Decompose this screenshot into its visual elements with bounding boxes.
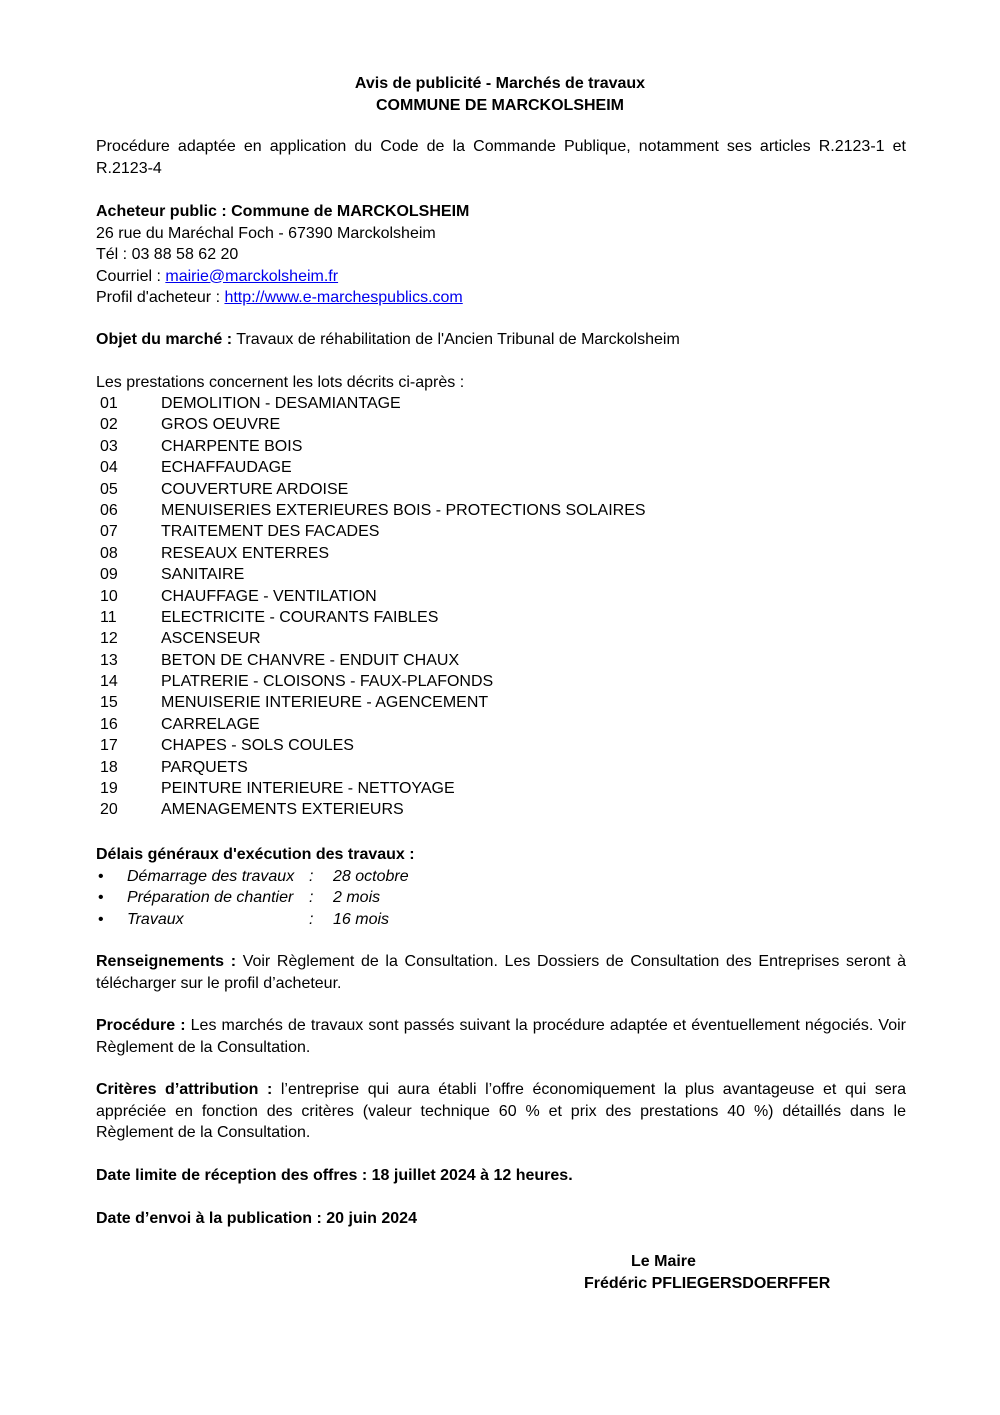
lot-name: SANITAIRE bbox=[161, 566, 245, 584]
lot-name: PEINTURE INTERIEURE - NETTOYAGE bbox=[161, 780, 455, 798]
lot-number: 05 bbox=[100, 480, 118, 498]
delai-value: 28 octobre bbox=[333, 867, 409, 885]
intro-paragraph: Procédure adaptée en application du Code de la Commande Publique, notamment ses articles R.2123-1 et R.2123-4 bbox=[96, 138, 906, 177]
lot-row bbox=[96, 692, 906, 713]
delai-separator: : bbox=[309, 889, 314, 906]
lot-name: MENUISERIE INTERIEURE - AGENCEMENT bbox=[161, 694, 489, 712]
criteres-text: l’entreprise qui aura établi l’offre économiquement la plus avantageuse et qui sera appréciée en fonction des critères (valeur technique 60 % et prix des prestations 40 %) détaillés dans le Règlement de la Consultation. bbox=[96, 1081, 907, 1141]
lot-row bbox=[96, 500, 906, 521]
procedure-label: Procédure : bbox=[96, 1017, 186, 1034]
lot-name: PLATRERIE - CLOISONS - FAUX-PLAFONDS bbox=[161, 673, 494, 691]
lot-row bbox=[96, 521, 906, 542]
date-envoi: Date d’envoi à la publication : 20 juin 2024 bbox=[96, 1210, 417, 1227]
lot-name: BETON DE CHANVRE - ENDUIT CHAUX bbox=[161, 651, 460, 669]
lot-row bbox=[96, 564, 906, 585]
lot-row bbox=[96, 735, 906, 756]
signature-name: Frédéric PFLIEGERSDOERFFER bbox=[584, 1274, 831, 1292]
lot-name: ELECTRICITE - COURANTS FAIBLES bbox=[161, 608, 439, 626]
procedure-paragraph bbox=[96, 1015, 906, 1058]
lot-name: AMENAGEMENTS EXTERIEURS bbox=[161, 801, 404, 819]
acheteur-email-line bbox=[96, 266, 906, 288]
lot-name: TRAITEMENT DES FACADES bbox=[161, 523, 380, 541]
lot-number: 03 bbox=[100, 437, 118, 455]
lot-number: 06 bbox=[100, 501, 118, 519]
commune-title: COMMUNE DE MARCKOLSHEIM bbox=[376, 96, 624, 114]
acheteur-tel: Tél : 03 88 58 62 20 bbox=[96, 246, 239, 263]
acheteur-section bbox=[96, 201, 906, 309]
delai-label: Préparation de chantier bbox=[127, 889, 294, 906]
delais-section bbox=[96, 844, 906, 930]
lots-list bbox=[96, 393, 906, 821]
lot-row bbox=[96, 671, 906, 692]
lot-name: PARQUETS bbox=[161, 758, 248, 776]
lot-name: MENUISERIES EXTERIEURES BOIS - PROTECTIONS SOLAIRES bbox=[161, 501, 646, 519]
acheteur-label: Acheteur public : Commune de MARCKOLSHEIM bbox=[96, 203, 470, 220]
acheteur-profil-line bbox=[96, 287, 906, 309]
email-label: Courriel : bbox=[96, 267, 166, 285]
lot-name: DEMOLITION - DESAMIANTAGE bbox=[161, 395, 401, 412]
lot-row bbox=[96, 586, 906, 607]
lot-number: 11 bbox=[100, 608, 117, 626]
bullet-icon: • bbox=[98, 889, 104, 906]
lot-row bbox=[96, 714, 906, 735]
profil-link[interactable]: http://www.e-marchespublics.com bbox=[224, 289, 463, 306]
signature-role: Le Maire bbox=[631, 1253, 696, 1270]
lot-row bbox=[96, 607, 906, 628]
objet-line bbox=[96, 329, 906, 351]
lot-row bbox=[96, 436, 906, 457]
lot-row bbox=[96, 414, 906, 435]
lot-row bbox=[96, 628, 906, 649]
lot-row bbox=[96, 393, 906, 414]
email-link[interactable]: mairie@marckolsheim.fr bbox=[165, 267, 339, 285]
delai-separator: : bbox=[309, 910, 314, 928]
lot-name: CHAUFFAGE - VENTILATION bbox=[161, 587, 377, 605]
lot-row bbox=[96, 778, 906, 799]
lot-number: 17 bbox=[100, 737, 118, 755]
renseignements-paragraph bbox=[96, 951, 906, 994]
lot-number: 18 bbox=[100, 758, 118, 776]
lot-name: GROS OEUVRE bbox=[161, 416, 281, 434]
header bbox=[0, 73, 1000, 116]
lot-name: RESEAUX ENTERRES bbox=[161, 544, 330, 562]
objet-text: Travaux de réhabilitation de l'Ancien Tribunal de Marckolsheim bbox=[232, 331, 680, 348]
lots-intro: Les prestations concernent les lots décrits ci-après : bbox=[96, 374, 465, 391]
lot-row bbox=[96, 479, 906, 500]
renseignements-label: Renseignements : bbox=[96, 953, 237, 970]
lot-number: 01 bbox=[100, 395, 118, 412]
criteres-paragraph bbox=[96, 1079, 906, 1144]
acheteur-address: 26 rue du Maréchal Foch - 67390 Marckolsheim bbox=[96, 224, 436, 242]
lot-number: 14 bbox=[100, 673, 118, 691]
objet-label: Objet du marché : bbox=[96, 331, 233, 348]
lot-number: 08 bbox=[100, 544, 118, 562]
lot-row bbox=[96, 650, 906, 671]
delai-separator: : bbox=[309, 867, 314, 885]
signature-block bbox=[560, 1251, 831, 1294]
lot-name: CHAPES - SOLS COULES bbox=[161, 737, 354, 755]
lot-name: COUVERTURE ARDOISE bbox=[161, 480, 349, 498]
lot-number: 20 bbox=[100, 801, 118, 819]
lot-number: 19 bbox=[100, 780, 118, 798]
date-limite: Date limite de réception des offres : 18 juillet 2024 à 12 heures. bbox=[96, 1167, 573, 1184]
lot-number: 10 bbox=[100, 587, 118, 605]
renseignements-text: Voir Règlement de la Consultation. Les Dossiers de Consultation des Entreprises seront à télécharger sur le profil d’acheteur. bbox=[96, 953, 907, 992]
delai-label: Travaux bbox=[127, 910, 184, 928]
lot-number: 04 bbox=[100, 459, 118, 477]
bullet-icon: • bbox=[98, 867, 104, 885]
delai-item bbox=[96, 866, 906, 888]
lot-number: 13 bbox=[100, 651, 118, 669]
delai-label: Démarrage des travaux bbox=[127, 867, 295, 885]
lot-row bbox=[96, 457, 906, 478]
lot-number: 02 bbox=[100, 416, 118, 434]
delai-item bbox=[96, 887, 906, 909]
lot-number: 16 bbox=[100, 715, 118, 733]
lot-number: 09 bbox=[100, 566, 118, 584]
lot-row bbox=[96, 543, 906, 564]
criteres-label: Critères d’attribution : bbox=[96, 1081, 273, 1098]
bullet-icon: • bbox=[98, 910, 104, 928]
delais-label: Délais généraux d'exécution des travaux : bbox=[96, 846, 415, 863]
lot-row bbox=[96, 799, 906, 820]
lot-name: CARRELAGE bbox=[161, 715, 260, 733]
delai-value: 2 mois bbox=[333, 889, 381, 906]
lot-number: 12 bbox=[100, 630, 118, 648]
lot-name: ECHAFFAUDAGE bbox=[161, 459, 292, 477]
lot-row bbox=[96, 757, 906, 778]
delai-item bbox=[96, 909, 906, 931]
notice-title: Avis de publicité - Marchés de travaux bbox=[354, 75, 646, 92]
profil-label: Profil d'acheteur : bbox=[96, 289, 225, 306]
lot-number: 15 bbox=[100, 694, 118, 712]
delai-value: 16 mois bbox=[333, 910, 390, 928]
lot-number: 07 bbox=[100, 523, 118, 541]
lot-name: CHARPENTE BOIS bbox=[161, 437, 303, 455]
lot-name: ASCENSEUR bbox=[161, 630, 261, 648]
procedure-text: Les marchés de travaux sont passés suivant la procédure adaptée et éventuellement négociés. Voir Règlement de la Consultation. bbox=[96, 1017, 906, 1056]
